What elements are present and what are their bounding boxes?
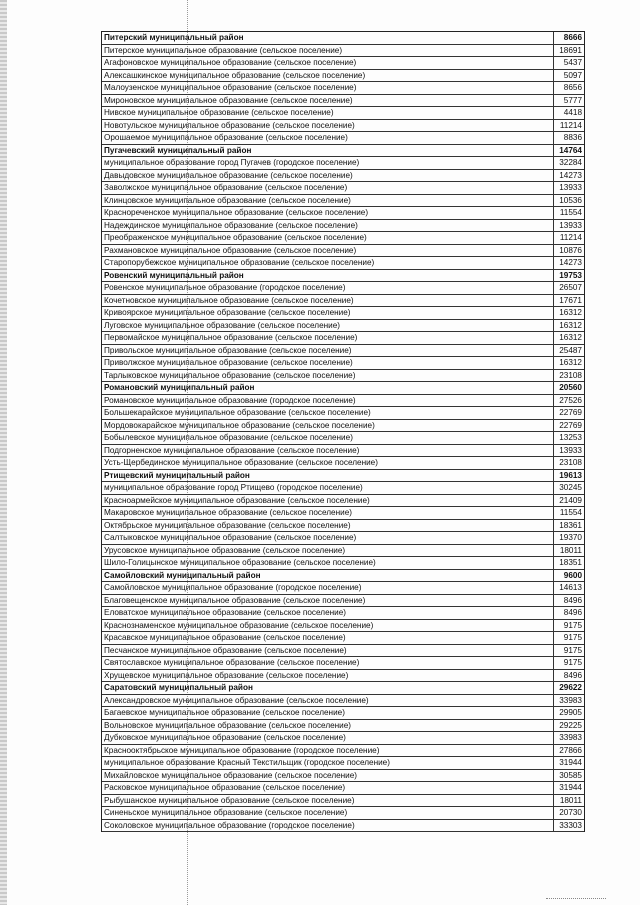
municipality-name: Октябрьское муниципальное образование (сельское поселение) (104, 520, 351, 530)
table-row (102, 232, 584, 245)
municipality-name: Подгорненское муниципальное образование (сельское поселение) (104, 445, 360, 455)
municipality-name: Святославское муниципальное образование (сельское поселение) (104, 658, 360, 667)
row-value: 19370 (553, 532, 584, 544)
municipality-name: Краснознаменское муниципальное образование (сельское поселение) (104, 620, 374, 630)
municipality-name: Самойловское муниципальное образование (городское поселение) (104, 583, 362, 592)
municipality-name: Тарлыковское муниципальное образование (сельское поселение) (104, 370, 356, 380)
municipality-name: Синеньское муниципальное образование (сельское поселение) (104, 808, 348, 817)
row-value: 9600 (553, 570, 584, 582)
table-row (102, 557, 584, 570)
district-name: Ртищевский муниципальный район (104, 470, 250, 480)
row-value: 14613 (553, 582, 584, 594)
table-row (102, 207, 584, 220)
bottom-dotted-mark (546, 898, 606, 899)
table-row (102, 432, 584, 445)
table-row (102, 295, 584, 308)
municipality-name: Первомайское муниципальное образование (сельское поселение) (104, 333, 358, 342)
row-value: 11554 (553, 207, 584, 219)
table-row (102, 495, 584, 508)
row-value: 30245 (553, 482, 584, 494)
table-row (102, 670, 584, 683)
row-value: 21409 (553, 495, 584, 507)
row-value: 19613 (553, 470, 584, 482)
row-value: 9175 (553, 620, 584, 632)
table-row (102, 182, 584, 195)
table-row (102, 370, 584, 383)
table-row (102, 107, 584, 120)
table-row (102, 120, 584, 133)
municipality-name: Вольновское муниципальное образование (сельское поселение) (104, 720, 352, 730)
row-value: 9175 (553, 632, 584, 644)
table-row (102, 57, 584, 70)
table-row (102, 645, 584, 658)
municipality-name: Краснореченское муниципальное образование (сельское поселение) (104, 208, 369, 217)
row-value: 9175 (553, 645, 584, 657)
row-value: 29622 (553, 682, 584, 694)
municipality-name: Благовещенское муниципальное образование (сельское поселение) (104, 595, 366, 605)
municipality-name: Урусовское муниципальное образование (сельское поселение) (104, 545, 346, 555)
table-row (102, 332, 584, 345)
municipality-name: Багаевское муниципальное образование (сельское поселение) (104, 708, 345, 717)
municipality-name: Большекарайское муниципальное образование (сельское поселение) (104, 408, 371, 417)
table-row (102, 482, 584, 495)
municipality-name: Усть-Щербединское муниципальное образование (сельское поселение) (104, 458, 378, 467)
row-value: 5777 (553, 95, 584, 107)
municipality-name: Старопорубежское муниципальное образование (сельское поселение) (104, 258, 375, 267)
row-value: 20730 (553, 807, 584, 819)
table-row (102, 782, 584, 795)
row-value: 13253 (553, 432, 584, 444)
table-row (102, 745, 584, 758)
table-row (102, 757, 584, 770)
row-value: 8496 (553, 607, 584, 619)
row-value: 8666 (553, 32, 584, 44)
table-row (102, 532, 584, 545)
row-value: 18011 (553, 545, 584, 557)
row-value: 33303 (553, 820, 584, 832)
table-row (102, 357, 584, 370)
row-value: 22769 (553, 407, 584, 419)
municipality-name: Салтыковское муниципальное образование (сельское поселение) (104, 533, 357, 542)
table-row (102, 632, 584, 645)
row-value: 16312 (553, 320, 584, 332)
row-value: 29225 (553, 720, 584, 732)
row-value: 27526 (553, 395, 584, 407)
municipality-name: Шило-Голицынское муниципальное образование (сельское поселение) (104, 558, 376, 567)
table-row (102, 657, 584, 670)
row-value: 33983 (553, 732, 584, 744)
table-row (102, 307, 584, 320)
row-value: 31944 (553, 782, 584, 794)
municipality-name: Алексашкинское муниципальное образование (сельское поселение) (104, 70, 366, 80)
municipality-name: Надеждинское муниципальное образование (сельское поселение) (104, 220, 358, 230)
table-row (102, 807, 584, 820)
row-value: 18011 (553, 795, 584, 807)
district-row (102, 270, 584, 283)
row-value: 29905 (553, 707, 584, 719)
municipality-name: Кривоярское муниципальное образование (сельское поселение) (104, 308, 351, 317)
municipality-name: Орошаемое муниципальное образование (сельское поселение) (104, 133, 348, 142)
municipality-name: Михайловское муниципальное образование (сельское поселение) (104, 770, 358, 780)
district-name: Саратовский муниципальный район (104, 683, 253, 692)
municipality-name: Агафоновское муниципальное образование (сельское поселение) (104, 58, 357, 67)
table-row (102, 732, 584, 745)
row-value: 14273 (553, 170, 584, 182)
district-row (102, 570, 584, 583)
row-value: 4418 (553, 107, 584, 119)
row-value: 27866 (553, 745, 584, 757)
row-value: 13933 (553, 182, 584, 194)
municipality-name: Расковское муниципальное образование (сельское поселение) (104, 783, 346, 792)
municipality-name: Александровское муниципальное образование (сельское поселение) (104, 695, 369, 705)
district-name: Самойловский муниципальный район (104, 570, 261, 580)
district-row (102, 382, 584, 395)
table-row (102, 282, 584, 295)
table-row (102, 70, 584, 83)
municipality-name: Рыбушанское муниципальное образование (сельское поселение) (104, 795, 355, 805)
row-value: 18691 (553, 45, 584, 57)
municipality-name: Красавское муниципальное образование (сельское поселение) (104, 633, 346, 642)
row-value: 8496 (553, 670, 584, 682)
municipality-name: Луговское муниципальное образование (сельское поселение) (104, 320, 341, 330)
row-value: 5097 (553, 70, 584, 82)
row-value: 22769 (553, 420, 584, 432)
table-row (102, 457, 584, 470)
row-value: 5437 (553, 57, 584, 69)
municipality-name: Еловатское муниципальное образование (сельское поселение) (104, 608, 346, 617)
row-value: 13933 (553, 220, 584, 232)
table-row (102, 695, 584, 708)
table-row (102, 170, 584, 183)
table-row (102, 507, 584, 520)
municipality-name: Заволжское муниципальное образование (сельское поселение) (104, 183, 348, 192)
municipality-name: муниципальное образование Красный Текстильщик (городское поселение) (104, 758, 390, 767)
row-value: 16312 (553, 332, 584, 344)
table-row (102, 157, 584, 170)
table-row (102, 582, 584, 595)
table-row (102, 132, 584, 145)
municipality-name: Приволжское муниципальное образование (сельское поселение) (104, 358, 353, 367)
table-row (102, 395, 584, 408)
municipality-name: Клинцовское муниципальное образование (сельское поселение) (104, 195, 351, 205)
municipality-name: Рахмановское муниципальное образование (сельское поселение) (104, 245, 357, 255)
row-value: 18361 (553, 520, 584, 532)
district-row (102, 682, 584, 695)
table-row (102, 407, 584, 420)
row-value: 11214 (553, 120, 584, 132)
row-value: 18351 (553, 557, 584, 569)
municipality-name: Кочетновское муниципальное образование (сельское поселение) (104, 295, 354, 305)
table-row (102, 345, 584, 358)
row-value: 8496 (553, 595, 584, 607)
scan-edge-shadow (0, 0, 7, 905)
table-row (102, 770, 584, 783)
table-row (102, 420, 584, 433)
row-value: 23108 (553, 370, 584, 382)
row-value: 9175 (553, 657, 584, 669)
row-value: 33983 (553, 695, 584, 707)
row-value: 11554 (553, 507, 584, 519)
row-value: 23108 (553, 457, 584, 469)
municipality-name: Преображенское муниципальное образование (сельское поселение) (104, 233, 367, 242)
municipality-name: Бобылевское муниципальное образование (сельское поселение) (104, 433, 353, 442)
municipality-name: Дубковское муниципальное образование (сельское поселение) (104, 733, 346, 742)
municipality-name: Красноармейское муниципальное образование (сельское поселение) (104, 495, 370, 505)
row-value: 32284 (553, 157, 584, 169)
table-row (102, 245, 584, 258)
table-row (102, 95, 584, 108)
municipality-name: Макаровское муниципальное образование (сельское поселение) (104, 508, 352, 517)
row-value: 16312 (553, 357, 584, 369)
row-value: 16312 (553, 307, 584, 319)
municipality-name: Питерское муниципальное образование (сельское поселение) (104, 45, 343, 55)
table-row (102, 520, 584, 533)
table-row (102, 620, 584, 633)
row-value: 19753 (553, 270, 584, 282)
municipality-name: Песчанское муниципальное образование (сельское поселение) (104, 645, 347, 655)
district-row (102, 32, 584, 45)
row-value: 26507 (553, 282, 584, 294)
table-row (102, 820, 584, 833)
district-name: Пугачевский муниципальный район (104, 145, 252, 155)
municipality-name: Романовское муниципальное образование (городское поселение) (104, 395, 356, 405)
row-value: 13933 (553, 445, 584, 457)
municipality-name: Мордовокарайское муниципальное образование (сельское поселение) (104, 420, 375, 430)
district-row (102, 145, 584, 158)
table-row (102, 595, 584, 608)
district-row (102, 470, 584, 483)
municipality-name: Малоузенское муниципальное образование (сельское поселение) (104, 83, 357, 92)
municipal-table (101, 31, 585, 832)
district-name: Ровенский муниципальный район (104, 270, 244, 280)
municipality-name: Новотульское муниципальное образование (сельское поселение) (104, 120, 355, 130)
row-value: 11214 (553, 232, 584, 244)
row-value: 31944 (553, 757, 584, 769)
row-value: 20560 (553, 382, 584, 394)
table-row (102, 195, 584, 208)
table-row (102, 220, 584, 233)
municipality-name: Краснооктябрьское муниципальное образование (городское поселение) (104, 745, 380, 755)
municipality-name: Соколовское муниципальное образование (городское поселение) (104, 820, 355, 830)
row-value: 10876 (553, 245, 584, 257)
municipality-name: Мироновское муниципальное образование (сельское поселение) (104, 95, 353, 105)
municipality-name: Ровенское муниципальное образование (городское поселение) (104, 283, 346, 292)
municipality-name: Нивское муниципальное образование (сельское поселение) (104, 108, 334, 117)
municipality-name: Привольское муниципальное образование (сельское поселение) (104, 345, 352, 355)
row-value: 10536 (553, 195, 584, 207)
table-row (102, 545, 584, 558)
table-row (102, 445, 584, 458)
table-row (102, 82, 584, 95)
table-row (102, 795, 584, 808)
row-value: 17671 (553, 295, 584, 307)
district-name: Питерский муниципальный район (104, 33, 244, 42)
row-value: 14273 (553, 257, 584, 269)
district-name: Романовский муниципальный район (104, 383, 255, 392)
row-value: 25487 (553, 345, 584, 357)
municipality-name: Давыдовское муниципальное образование (сельское поселение) (104, 170, 353, 180)
row-value: 14764 (553, 145, 584, 157)
table-row (102, 257, 584, 270)
table-row (102, 45, 584, 58)
row-value: 8836 (553, 132, 584, 144)
table-row (102, 320, 584, 333)
row-value: 30585 (553, 770, 584, 782)
table-row (102, 607, 584, 620)
table-row (102, 720, 584, 733)
row-value: 8656 (553, 82, 584, 94)
municipality-name: муниципальное образование город Пугачев (городское поселение) (104, 158, 360, 167)
municipality-name: Хрущевское муниципальное образование (сельское поселение) (104, 670, 349, 680)
table-row (102, 707, 584, 720)
municipality-name: муниципальное образование город Ртищево (городское поселение) (104, 483, 363, 492)
